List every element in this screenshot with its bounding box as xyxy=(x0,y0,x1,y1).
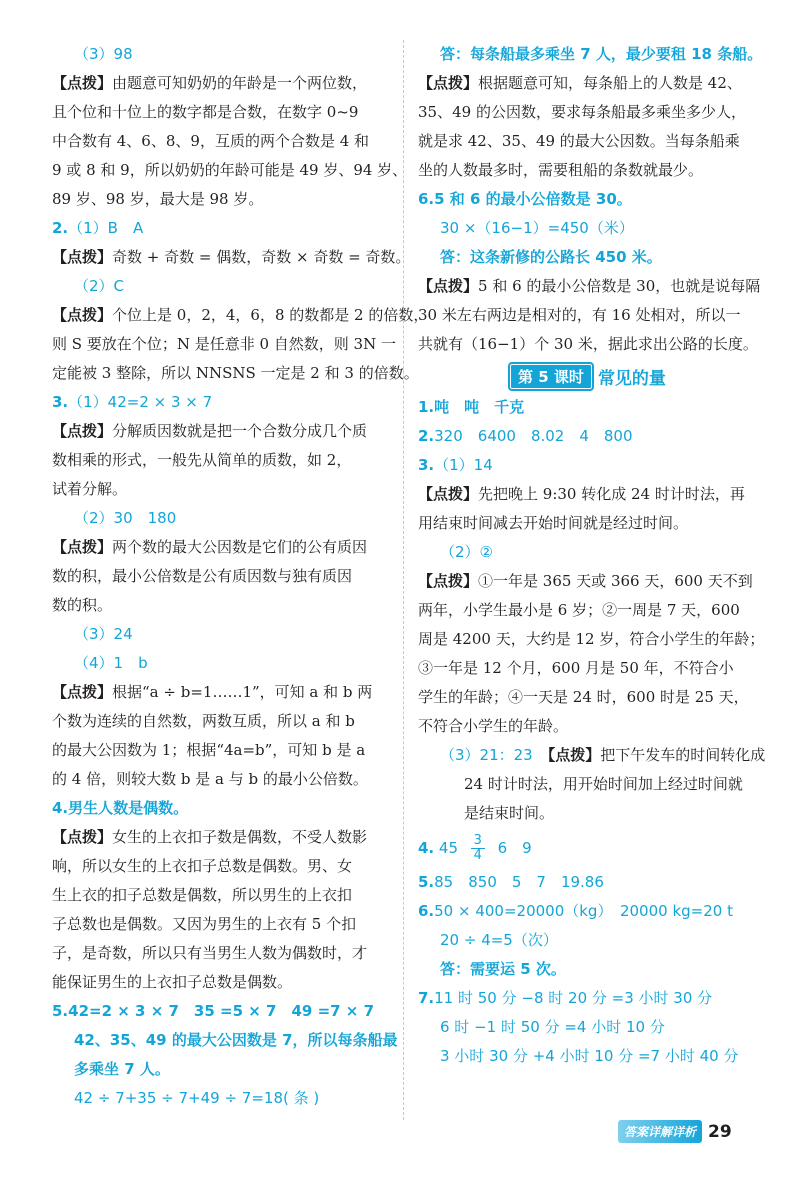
lesson-badge: 第 5 课时 xyxy=(508,362,594,391)
text-line: 则 S 要放在个位；N 是任意非 0 自然数，则 3N 一 xyxy=(52,335,396,353)
answer-text: 320 6400 8.02 4 800 xyxy=(434,427,633,445)
answer-line: （2）C xyxy=(74,277,125,295)
answer-line: 20 ÷ 4=5（次） xyxy=(440,931,558,949)
hint-line xyxy=(52,823,390,852)
text-line: 35、49 的公因数，要求每条船最多乘坐多少人， xyxy=(418,103,746,121)
question-number: 6. xyxy=(418,190,435,208)
hint-text: 奇数 + 奇数 = 偶数，奇数 × 奇数 = 奇数。 xyxy=(112,248,411,266)
text-line: 数的积。 xyxy=(52,596,113,614)
hint-tag: 【点拨】 xyxy=(52,248,113,266)
footer-label: 答案详解详析 xyxy=(618,1120,702,1143)
answer-line: 多乘坐 7 人。 xyxy=(74,1060,170,1078)
answer-text: 50 × 400=20000（kg） 20000 kg=20 t xyxy=(434,902,733,920)
right-column xyxy=(418,40,766,1071)
answer-text: 6 9 xyxy=(497,839,532,857)
answer-line: 3 小时 30 分 +4 小时 10 分 =7 小时 40 分 xyxy=(440,1047,739,1065)
answer-line: 42 ÷ 7+35 ÷ 7+49 ÷ 7=18( 条 ) xyxy=(74,1089,320,1107)
text-line: 中合数有 4、6、8、9，互质的两个合数是 4 和 xyxy=(52,132,370,150)
hint-text: 5 和 6 的最小公倍数是 30，也就是说每隔 xyxy=(478,277,761,295)
question-number: 1. xyxy=(418,398,435,416)
answer-hint-line xyxy=(418,741,766,770)
hint-tag: 【点拨】 xyxy=(52,683,113,701)
text-line: 的最大公因数为 1；根据“4a=b”，可知 b 是 a xyxy=(52,741,366,759)
text-line: 用结束时间减去开始时间就是经过时间。 xyxy=(418,514,689,532)
hint-line xyxy=(418,69,756,98)
answer-text: 吨 吨 千克 xyxy=(434,398,525,416)
answer-line: 答：需要运 5 次。 xyxy=(440,960,566,978)
text-line: 坐的人数最多时，需要租船的条数就最少。 xyxy=(418,161,704,179)
hint-tag: 【点拨】 xyxy=(418,572,479,590)
hint-text: 先把晚上 9:30 转化成 24 时计时法，再 xyxy=(478,485,745,503)
text-line: 的 4 倍，则较大数 b 是 a 与 b 的最小公倍数。 xyxy=(52,770,368,788)
question-line xyxy=(418,868,756,897)
text-line: 个数为连续的自然数，两数互质，所以 a 和 b xyxy=(52,712,355,730)
hint-tag: 【点拨】 xyxy=(418,277,479,295)
hint-text: ①一年是 365 天或 366 天，600 天不到 xyxy=(478,572,753,590)
text-line: 周是 4200 天，大约是 12 岁，符合小学生的年龄； xyxy=(418,630,765,648)
text-line: 30 米左右两边是相对的，有 16 处相对，所以一 xyxy=(418,306,741,324)
answer-line: （2）30 180 xyxy=(74,509,177,527)
hint-text: 根据题意可知，每条船上的人数是 42、 xyxy=(478,74,742,92)
answer-line: 答：每条船最多乘坐 7 人，最少要租 18 条船。 xyxy=(440,45,763,63)
text-line: 是结束时间。 xyxy=(464,804,555,822)
answer-line: （4）1 b xyxy=(74,654,148,672)
hint-line xyxy=(418,272,761,301)
answer-text: 5 和 6 的最小公倍数是 30。 xyxy=(434,190,632,208)
hint-text: 分解质因数就是把一个合数分成几个质 xyxy=(112,422,368,440)
answer-text: （1）42=2 × 3 × 7 xyxy=(68,393,213,411)
fraction-denominator: 4 xyxy=(473,848,482,863)
text-line: 不符合小学生的年龄。 xyxy=(418,717,569,735)
answer-line: 42、35、49 的最大公因数是 7，所以每条船最 xyxy=(74,1031,398,1049)
hint-text: 个位上是 0，2，4，6，8 的数都是 2 的倍数， xyxy=(112,306,429,324)
question-number: 3. xyxy=(52,393,69,411)
hint-tag: 【点拨】 xyxy=(52,538,113,556)
text-line: 定能被 3 整除，所以 NNSNS 一定是 2 和 3 的倍数。 xyxy=(52,364,419,382)
hint-line xyxy=(418,567,756,596)
text-line: 数相乘的形式，一般先从简单的质数，如 2， xyxy=(52,451,352,469)
question-number: 7. xyxy=(418,989,435,1007)
text-line: 响，所以女生的上衣扣子总数是偶数。男、女 xyxy=(52,857,353,875)
text-line: 89 岁、98 岁，最大是 98 岁。 xyxy=(52,190,264,208)
lesson-header xyxy=(418,359,756,393)
answer-line: （3）98 xyxy=(74,45,133,63)
fraction-numerator: 3 xyxy=(473,833,482,848)
question-line xyxy=(418,451,756,480)
answer-text: 85 850 5 7 19.86 xyxy=(434,873,604,891)
question-line xyxy=(418,897,756,926)
answer-text: 男生人数是偶数。 xyxy=(68,799,189,817)
question-line xyxy=(418,984,756,1013)
answer-text: 42=2 × 3 × 7 35 =5 × 7 49 =7 × 7 xyxy=(68,1002,375,1020)
text-line: 能保证男生的上衣扣子总数是偶数。 xyxy=(52,973,293,991)
question-line xyxy=(418,828,756,868)
page-footer xyxy=(618,1120,732,1143)
answer-text: 11 时 50 分 −8 时 20 分 =3 小时 30 分 xyxy=(434,989,713,1007)
hint-text: 根据“a ÷ b=1……1”，可知 a 和 b 两 xyxy=(112,683,373,701)
question-line xyxy=(52,997,390,1026)
text-line: 学生的年龄；④一天是 24 时，600 时是 25 天， xyxy=(418,688,749,706)
question-line xyxy=(52,388,390,417)
text-line: 共就有（16−1）个 30 米，据此求出公路的长度。 xyxy=(418,335,758,353)
question-number: 5. xyxy=(52,1002,69,1020)
hint-line xyxy=(52,533,390,562)
text-line: 数的积，最小公倍数是公有质因数与独有质因 xyxy=(52,567,353,585)
question-line xyxy=(418,422,756,451)
text-line: 24 时计时法，用开始时间加上经过时间就 xyxy=(464,775,743,793)
answer-text: 45 xyxy=(438,839,459,857)
text-line: 子，是奇数，所以只有当男生人数为偶数时，才 xyxy=(52,944,368,962)
text-line: ③一年是 12 个月，600 月是 50 年，不符合小 xyxy=(418,659,734,677)
column-divider xyxy=(403,40,404,1120)
question-number: 5. xyxy=(418,873,435,891)
hint-line xyxy=(52,243,411,272)
hint-tag: 【点拨】 xyxy=(547,746,601,764)
hint-tag: 【点拨】 xyxy=(52,74,113,92)
text-line: 生上衣的扣子总数是偶数，所以男生的上衣扣 xyxy=(52,886,353,904)
page-number: 29 xyxy=(708,1121,732,1142)
hint-tag: 【点拨】 xyxy=(52,828,113,846)
hint-line xyxy=(52,301,429,330)
hint-tag: 【点拨】 xyxy=(418,485,479,503)
question-line xyxy=(418,393,756,422)
hint-line xyxy=(52,678,390,707)
hint-tag: 【点拨】 xyxy=(52,306,113,324)
hint-line xyxy=(418,480,756,509)
answer-text: （3）21：23 xyxy=(440,746,533,764)
lesson-title: 常见的量 xyxy=(597,368,666,389)
question-number: 4. xyxy=(52,799,69,817)
text-line: 9 或 8 和 9，所以奶奶的年龄可能是 49 岁、94 岁、 xyxy=(52,161,408,179)
hint-text: 两个数的最大公因数是它们的公有质因 xyxy=(112,538,368,556)
hint-line xyxy=(52,417,390,446)
question-number: 2. xyxy=(418,427,435,445)
hint-text: 把下午发车的时间转化成 xyxy=(600,746,766,764)
answer-text: （1）B A xyxy=(68,219,144,237)
question-number: 3. xyxy=(418,456,435,474)
answer-line: （3）24 xyxy=(74,625,133,643)
hint-text: 女生的上衣扣子数是偶数，不受人数影 xyxy=(112,828,368,846)
question-number: 2. xyxy=(52,219,69,237)
answer-line: 答：这条新修的公路长 450 米。 xyxy=(440,248,662,266)
hint-tag: 【点拨】 xyxy=(52,422,113,440)
fraction xyxy=(471,834,485,863)
answer-line: 30 ×（16−1）=450（米） xyxy=(440,219,634,237)
text-line: 试着分解。 xyxy=(52,480,128,498)
answer-line: 6 时 −1 时 50 分 =4 小时 10 分 xyxy=(440,1018,665,1036)
question-number: 4. xyxy=(418,839,435,857)
hint-text: 由题意可知奶奶的年龄是一个两位数， xyxy=(112,74,368,92)
text-line: 且个位和十位上的数字都是合数，在数字 0~9 xyxy=(52,103,359,121)
hint-line xyxy=(52,69,390,98)
question-line xyxy=(418,185,756,214)
question-line xyxy=(52,794,390,823)
hint-tag: 【点拨】 xyxy=(418,74,479,92)
answer-text: （1）14 xyxy=(434,456,493,474)
left-column xyxy=(52,40,429,1113)
answer-line: （2）② xyxy=(440,543,493,561)
question-line xyxy=(52,214,390,243)
question-number: 6. xyxy=(418,902,435,920)
text-line: 就是求 42、35、49 的最大公因数。当每条船乘 xyxy=(418,132,740,150)
text-line: 子总数也是偶数。又因为男生的上衣有 5 个扣 xyxy=(52,915,357,933)
text-line: 两年，小学生最小是 6 岁；②一周是 7 天，600 xyxy=(418,601,740,619)
